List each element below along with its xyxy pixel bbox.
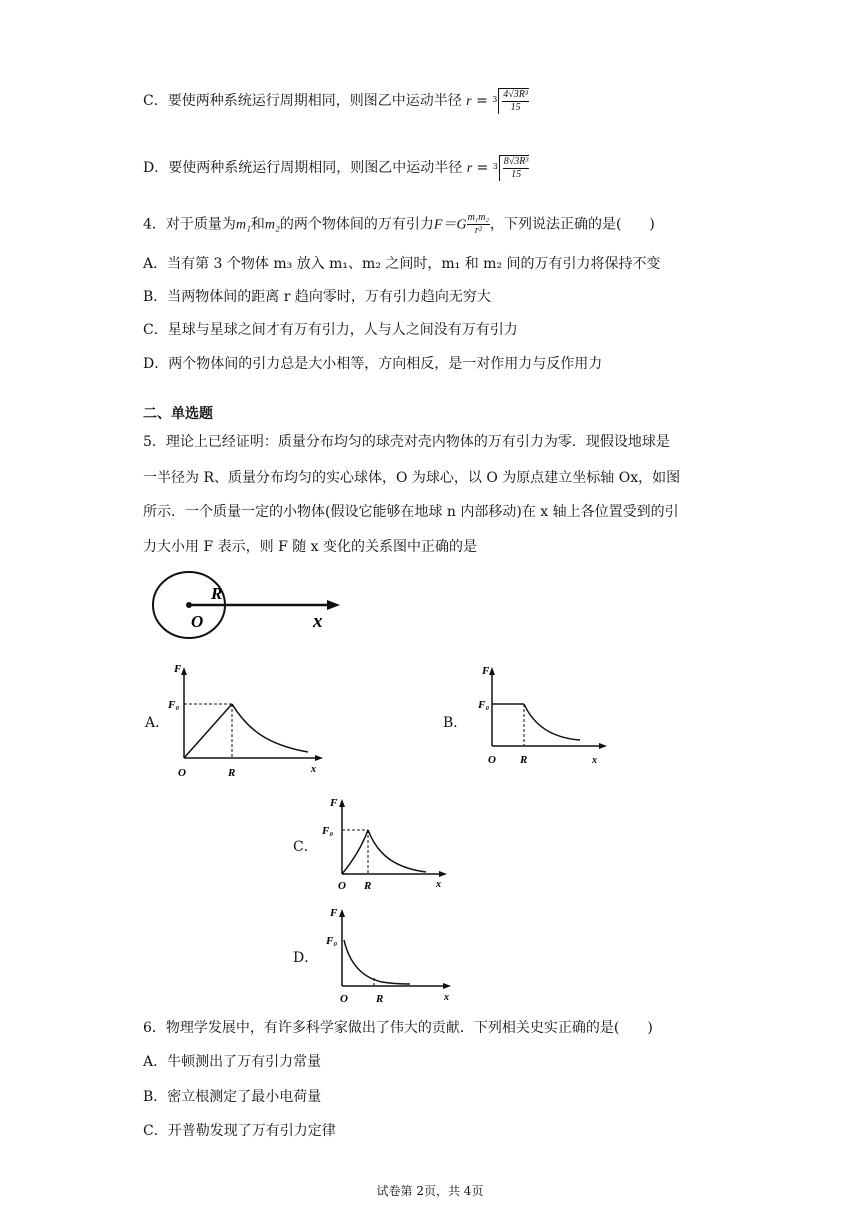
graph-option-a [168,660,328,782]
q5-line-3: 所示．一个质量一定的小物体(假设它能够在地球 n 内部移动)在 x 轴上各位置受到的引 [143,504,679,520]
var-r: r [466,161,473,176]
decay-curve [344,940,410,984]
svg-text:F: F [330,797,338,809]
q6-option-a: A．牛顿测出了万有引力常量 [143,1054,322,1070]
svg-text:R: R [376,993,384,1004]
root-numerator: 8√3R³ [503,156,529,167]
q5-option-d-label: D． [293,950,319,966]
svg-text:x: x [444,992,449,1003]
q4-option-a: A．当有第 3 个物体 m₃ 放入 m₁、m₂ 之间时，m₁ 和 m₂ 间的万有引力将保持不变 [143,256,661,272]
decay-curve [232,704,308,752]
q5-line-2: 一半径为 R、质量分布均匀的实心球体，O 为球心，以 O 为原点建立坐标轴 Ox，如图 [143,470,681,486]
option-text: 要使两种系统运行周期相同，则图乙中运动半径 [168,160,463,176]
svg-text:O: O [488,754,496,766]
q5-line-1: 5．理论上已经证明：质量分布均匀的球壳对壳内物体的万有引力为零．现假设地球是 [143,434,670,450]
linear-segment [184,704,232,758]
svg-text:x: x [592,755,597,766]
graph-option-b [472,660,612,772]
root-index: 3 [492,95,498,104]
cube-root-expression [492,88,529,114]
svg-text:R: R [520,754,528,766]
svg-text:x: x [311,764,316,775]
svg-text:O: O [338,880,346,892]
svg-text:O: O [340,993,348,1004]
section-heading: 二、单选题 [143,406,213,422]
root-denominator: 15 [511,169,522,180]
q4-option-b: B．当两物体间的距离 r 趋向零时，万有引力趋向无穷大 [143,289,491,305]
x-label: x [313,611,323,632]
svg-text:R: R [364,880,372,892]
formula-fraction: $\frac{\text{m₁m₂}}{\text{r²}}$ [467,212,489,236]
formula-lhs: F＝G [433,217,467,233]
axis-arrow [327,600,340,610]
svg-text:F: F [174,663,182,675]
q3-option-d [143,155,529,181]
decay-curve [524,704,580,740]
q4-option-c: C．星球与星球之间才有万有引力，人与人之间没有万有引力 [143,322,518,338]
decay-curve [368,830,426,872]
q5-option-b-label: B． [443,715,468,731]
svg-text:x: x [436,879,441,890]
equals: = [471,93,493,109]
q6-option-c: C．开普勒发现了万有引力定律 [143,1123,336,1139]
radius-label: R [211,584,223,603]
origin-label: O [191,612,204,631]
graph-option-c [318,790,454,896]
q5-option-a-label: A． [145,715,170,731]
q4-stem: 4．对于质量为m₁和m₂的两个物体间的万有引力F＝G $\frac{\text{m₁m₂}}{\text{r²}}$ ，下列说法正确的是( ) [143,212,655,236]
page-footer: 试卷第 2页，共 4页 [376,1184,484,1198]
svg-text:F: F [330,907,338,919]
root-denominator: 15 [510,102,521,113]
root-index: 3 [492,162,498,171]
option-label: C． [143,93,168,109]
option-text: 要使两种系统运行周期相同，则图乙中运动半径 [167,93,462,109]
option-label: D． [143,160,169,176]
q6-stem: 6．物理学发展中，有许多科学家做出了伟大的贡献．下列相关史实正确的是( ) [143,1020,653,1036]
cube-root-expression [493,155,530,181]
q5-option-c-label: C． [293,839,318,855]
earth-axis-figure [145,565,355,655]
svg-text:F₀: F₀ [478,699,490,711]
graph-option-d [320,900,456,1004]
svg-text:F: F [482,665,490,677]
rising-curve [342,830,368,874]
svg-text:O: O [178,767,186,779]
q6-option-b: B．密立根测定了最小电荷量 [143,1089,322,1105]
q3-option-c [143,88,529,114]
svg-text:R: R [228,767,236,779]
equals: = [472,160,493,176]
root-numerator: 4√3R³ [503,89,528,100]
q4-option-d: D．两个物体间的引力总是大小相等，方向相反，是一对作用力与反作用力 [143,356,603,372]
svg-text:F₀: F₀ [168,699,180,711]
q5-line-4: 力大小用 F 表示，则 F 随 x 变化的关系图中正确的是 [143,539,478,555]
svg-text:F₀: F₀ [322,825,334,837]
svg-text:F₀: F₀ [326,935,338,947]
var-r: r [466,94,472,109]
